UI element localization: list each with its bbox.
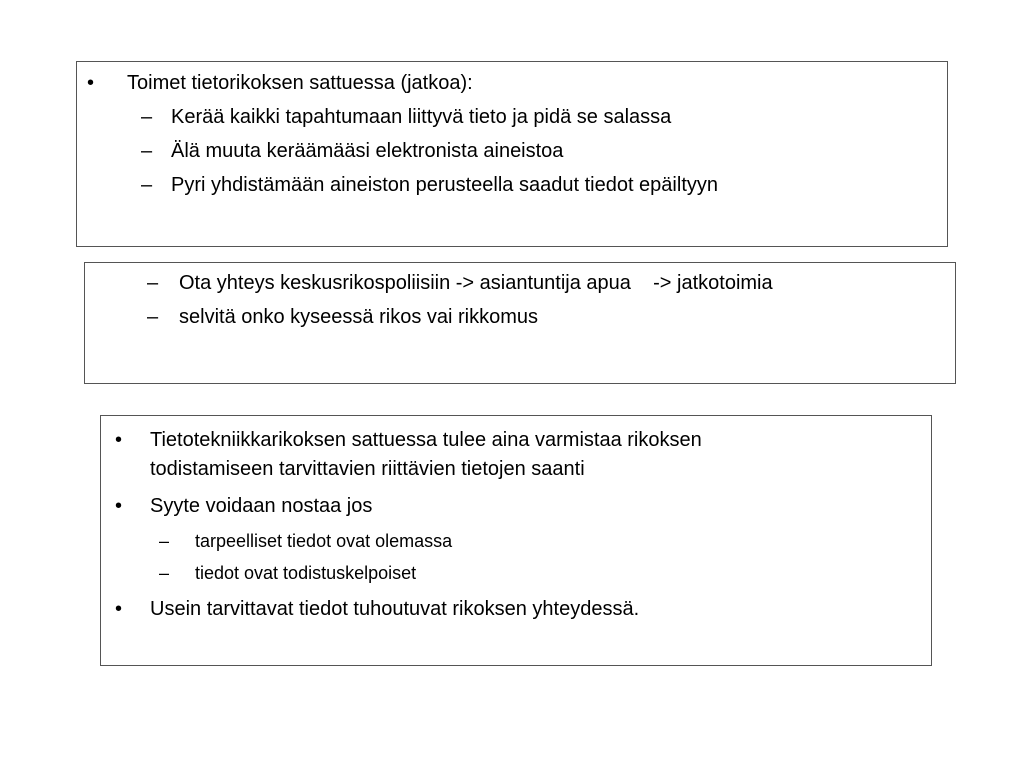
dash-marker: – [159, 531, 170, 551]
bullet-marker: • [115, 495, 123, 517]
dash-marker: – [141, 106, 153, 128]
dash-marker: – [141, 140, 153, 162]
dash-marker: – [147, 272, 159, 294]
text-box-yhteys [84, 262, 956, 384]
sub-item-text: tiedot ovat todistuskelpoiset [195, 563, 417, 583]
sub-item-text: Kerää kaikki tapahtumaan liittyvä tieto ja pidä se salassa [171, 106, 672, 128]
bullet-text: Usein tarvittavat tiedot tuhoutuvat rikoksen yhteydessä. [150, 598, 640, 620]
text-box-toimet [76, 61, 948, 247]
sub-item-text: Pyri yhdistämään aineiston perusteella saadut tiedot epäiltyyn [171, 174, 718, 196]
bullet-marker: • [87, 72, 95, 94]
text-box-tietotekniikka [100, 415, 932, 666]
sub-item-text: Älä muuta keräämääsi elektronista aineistoa [171, 140, 564, 162]
bullet-marker: • [115, 429, 123, 451]
sub-item-text: tarpeelliset tiedot ovat olemassa [195, 531, 453, 551]
bullet-text: Syyte voidaan nostaa jos [150, 495, 373, 517]
sub-item-text: selvitä onko kyseessä rikos vai rikkomus [179, 306, 539, 328]
dash-marker: – [141, 174, 153, 196]
dash-marker: – [147, 306, 159, 328]
sub-item-text: Ota yhteys keskusrikospoliisiin -> asiantuntija apua -> jatkotoimia [179, 272, 773, 294]
bullet-text-line1: Tietotekniikkarikoksen sattuessa tulee aina varmistaa rikoksen [150, 429, 702, 451]
dash-marker: – [159, 563, 170, 583]
bullet-text-line2: todistamiseen tarvittavien riittävien tietojen saanti [150, 458, 585, 480]
heading-text: Toimet tietorikoksen sattuessa (jatkoa): [127, 72, 473, 94]
bullet-marker: • [115, 598, 123, 620]
